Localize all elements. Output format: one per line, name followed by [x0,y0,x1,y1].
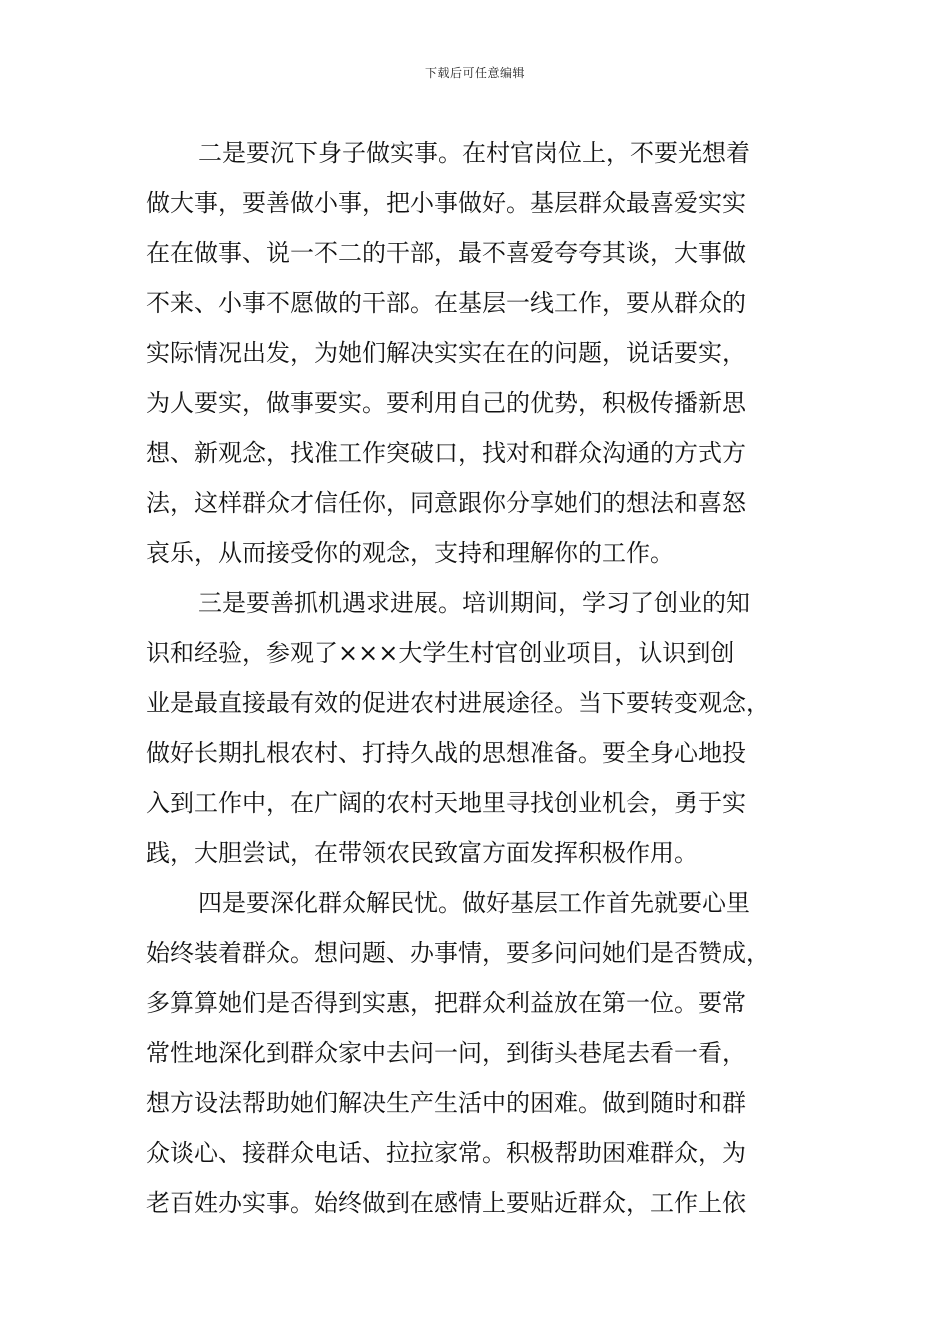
paragraph-line: 在在做事、说一不二的干部，最不喜爱夸夸其谈，大事做 [146,239,746,267]
paragraph-line: 践，大胆尝试，在带领农民致富方面发挥积极作用。 [146,839,698,867]
paragraph-line: 想方设法帮助她们解决生产生活中的困难。做到随时和群 [146,1089,746,1117]
paragraph-line: 老百姓办实事。始终做到在感情上要贴近群众，工作上依 [146,1189,746,1217]
paragraph-line: 业是最直接最有效的促进农村进展途径。当下要转变观念， [146,689,770,717]
body-text [146,128,798,1228]
paragraph-line: 三是要善抓机遇求进展。培训期间，学习了创业的知 [198,589,750,617]
paragraph-line: 做大事，要善做小事，把小事做好。基层群众最喜爱实实 [146,189,746,217]
paragraph-line: 四是要深化群众解民忧。做好基层工作首先就要心里 [198,889,750,917]
paragraph-line: 哀乐，从而接受你的观念，支持和理解你的工作。 [146,539,674,567]
paragraph-line: 为人要实，做事要实。要利用自己的优势，积极传播新思 [146,389,746,417]
paragraph-line: 常性地深化到群众家中去问一问，到街头巷尾去看一看， [146,1039,746,1067]
paragraph-line: 做好长期扎根农村、打持久战的思想准备。要全身心地投 [146,739,746,767]
paragraph-line: 识和经验，参观了×××大学生村官创业项目，认识到创 [146,639,735,667]
paragraph-line: 入到工作中，在广阔的农村天地里寻找创业机会，勇于实 [146,789,746,817]
paragraph-line: 始终装着群众。想问题、办事情，要多问问她们是否赞成， [146,939,770,967]
page-header: 下载后可任意编辑 [424,66,525,80]
paragraph-line: 二是要沉下身子做实事。在村官岗位上，不要光想着 [198,139,750,167]
paragraph-line: 多算算她们是否得到实惠，把群众利益放在第一位。要常 [146,989,746,1017]
paragraph-line: 想、新观念，找准工作突破口，找对和群众沟通的方式方 [146,439,746,467]
paragraph-line: 实际情况出发，为她们解决实实在在的问题，说话要实， [146,339,746,367]
paragraph-line: 法，这样群众才信任你，同意跟你分享她们的想法和喜怒 [146,489,746,517]
paragraph [146,128,798,578]
paragraph-line: 不来、小事不愿做的干部。在基层一线工作，要从群众的 [146,289,746,317]
paragraph-line: 众谈心、接群众电话、拉拉家常。积极帮助困难群众，为 [146,1139,746,1167]
paragraph [146,878,798,1228]
paragraph [146,578,798,878]
